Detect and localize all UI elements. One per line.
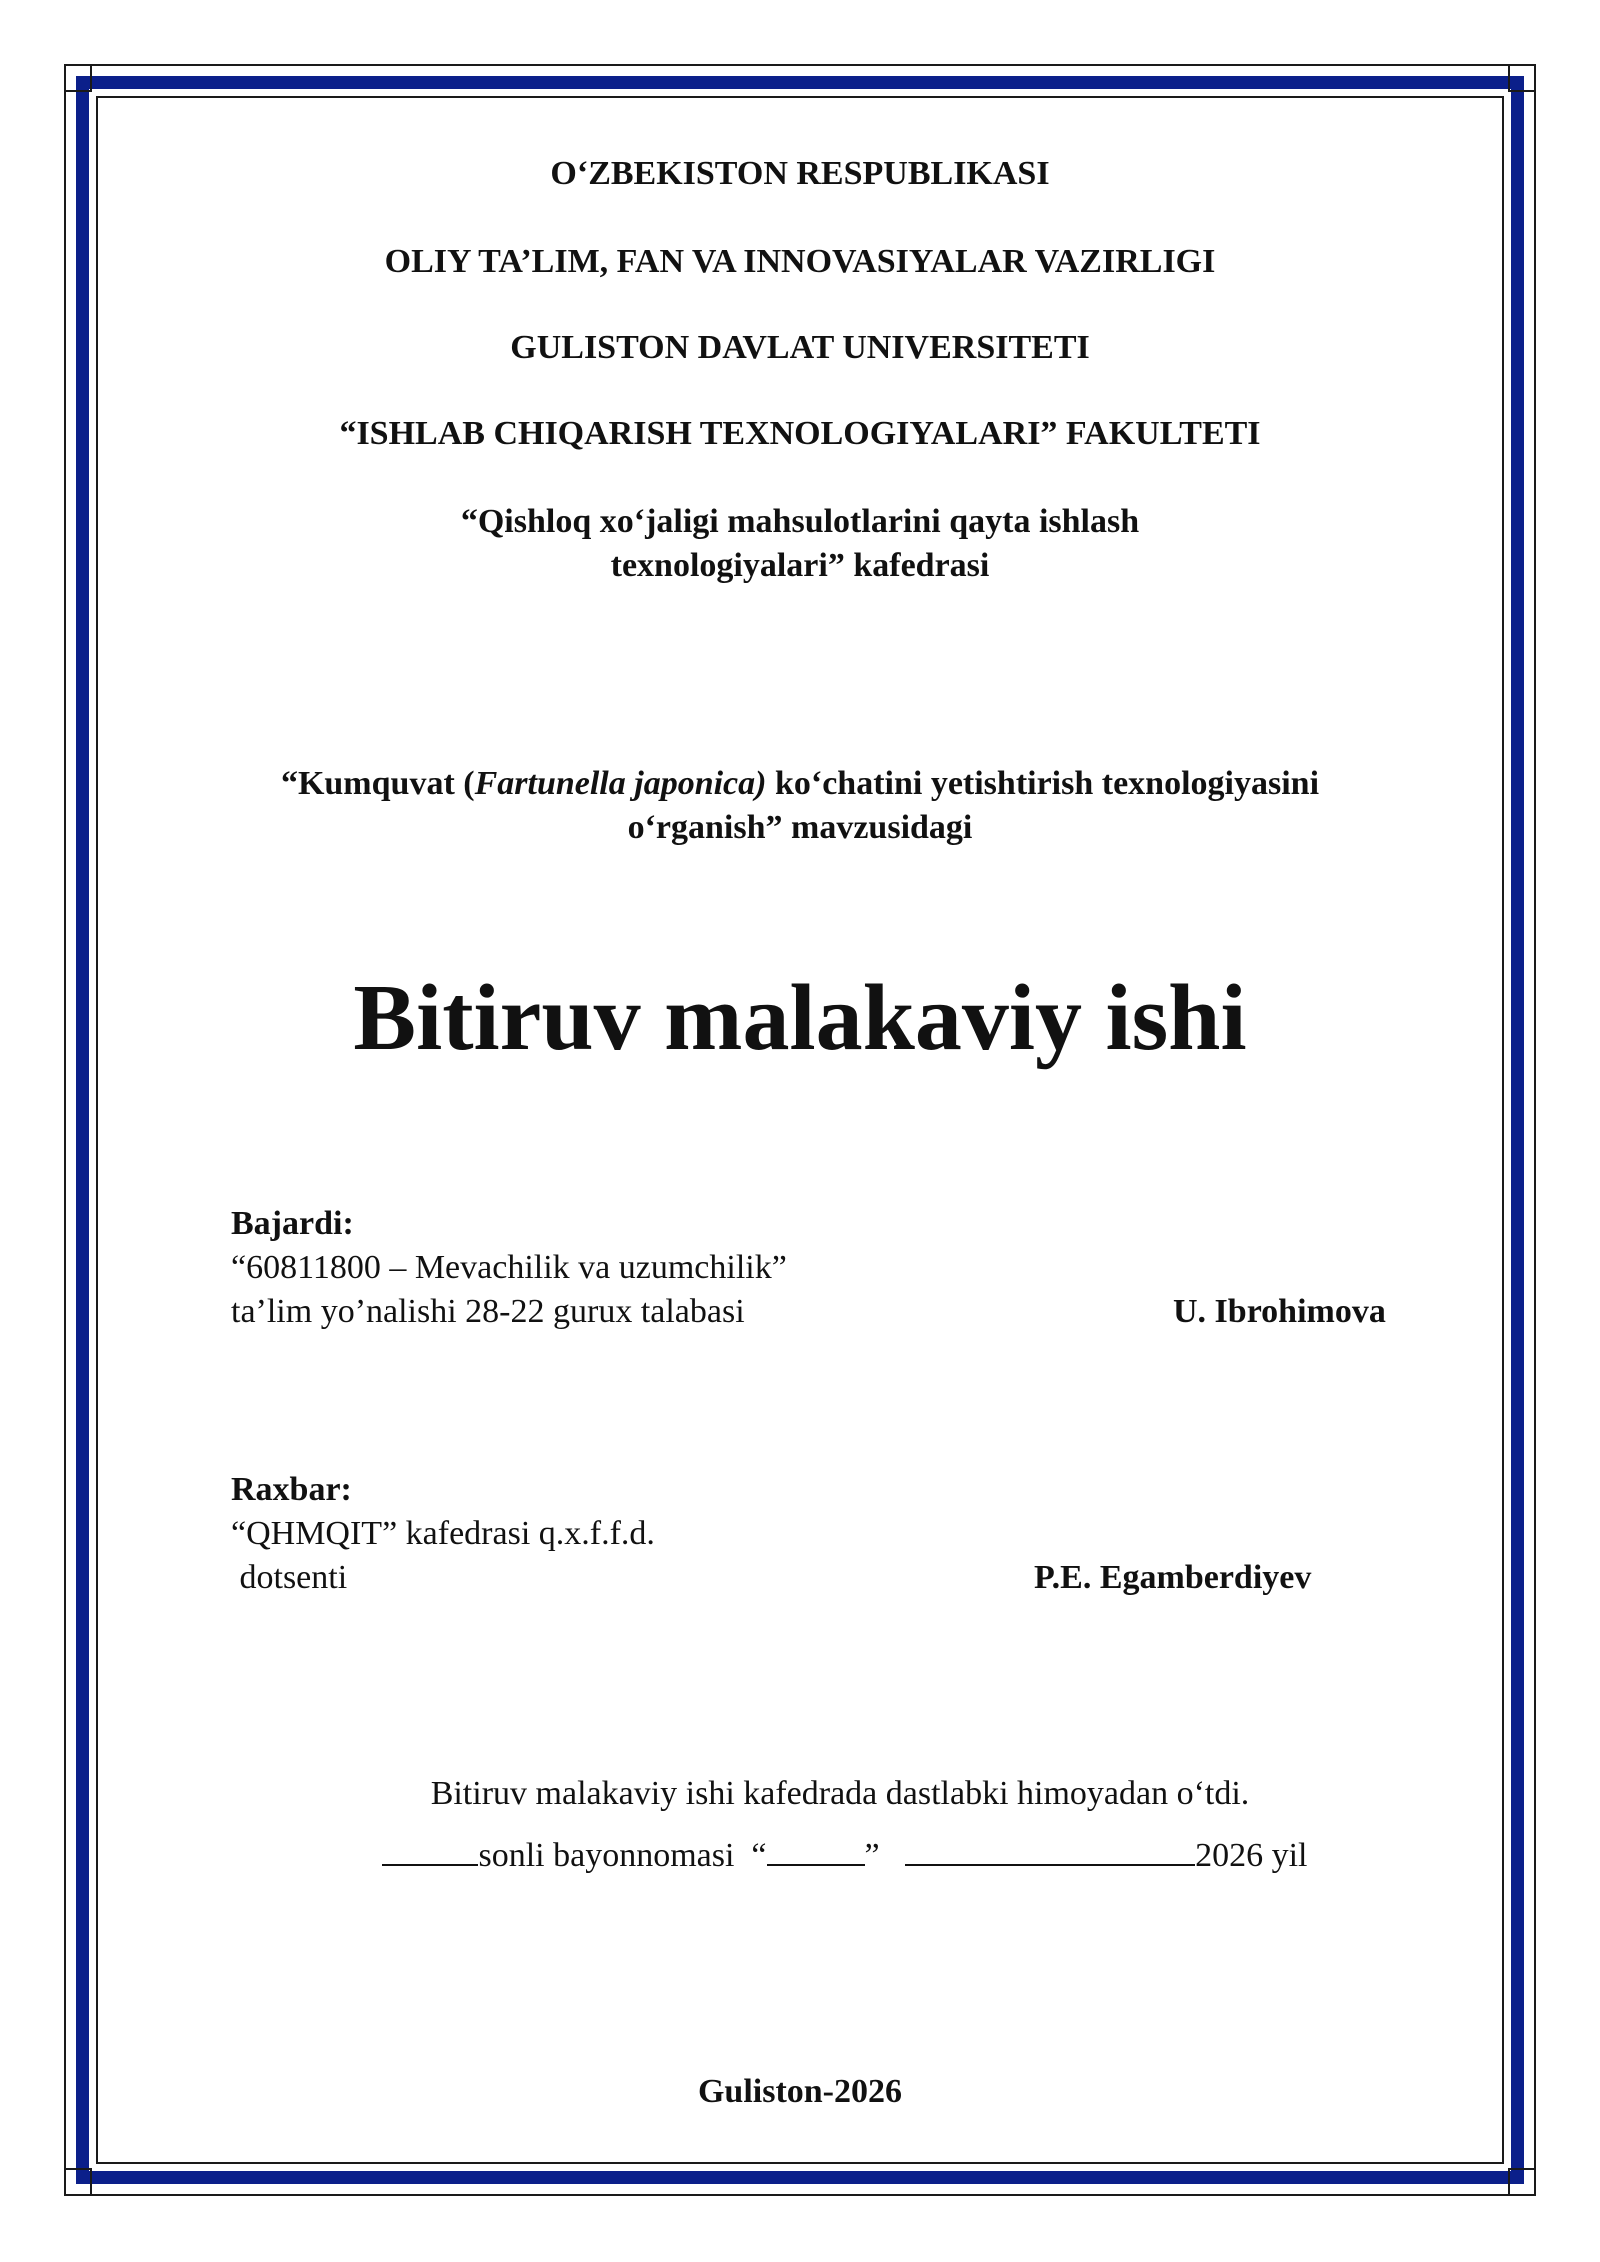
- protocol-year: 2026 yil: [1195, 1837, 1308, 1874]
- performer-specialty: “60811800 – Mevachilik va uzumchilik”: [231, 1249, 787, 1286]
- protocol-month-blank: [905, 1834, 1195, 1866]
- supervisor-label: Raxbar:: [231, 1471, 352, 1508]
- footer-place-year: Guliston-2026: [697, 2073, 903, 2110]
- defense-protocol-line: [45, 1834, 1600, 1878]
- protocol-text: sonli bayonnomasi “: [478, 1837, 767, 1874]
- supervisor-block: [231, 1468, 655, 1600]
- header-ministry: OLIY TA’LIM, FAN VA INNOVASIYALAR VAZIRLIGI: [384, 243, 1216, 280]
- frame-corner-bottom-right: [1508, 2168, 1536, 2196]
- frame-corner-bottom-left: [64, 2168, 92, 2196]
- supervisor-department: “QHMQIT” kafedrasi q.x.f.f.d.: [231, 1515, 655, 1552]
- topic-prefix: “Kumquvat (: [280, 765, 475, 802]
- supervisor-position: dotsenti: [231, 1559, 348, 1596]
- performer-group: ta’lim yo’nalishi 28-22 gurux talabasi: [231, 1293, 745, 1330]
- protocol-number-blank: [382, 1834, 478, 1866]
- header-department-line2: texnologiyalari” kafedrasi: [610, 547, 990, 584]
- performer-label: Bajardi:: [231, 1205, 354, 1242]
- protocol-quote-close: ”: [864, 1837, 880, 1874]
- header-department-line1: “Qishloq xo‘jaligi mahsulotlarini qayta ishlash: [460, 503, 1140, 540]
- supervisor-name: P.E. Egamberdiyev: [1034, 1559, 1312, 1596]
- topic-suffix: ko‘chatini yetishtirish texnologiyasini: [766, 765, 1320, 802]
- topic-line1: [0, 762, 1600, 806]
- protocol-day-blank: [767, 1834, 865, 1866]
- frame-corner-top-right: [1508, 64, 1536, 92]
- header-university: GULISTON DAVLAT UNIVERSITETI: [510, 329, 1090, 366]
- defense-statement: Bitiruv malakaviy ishi kafedrada dastlabki himoyadan o‘tdi.: [430, 1775, 1250, 1812]
- header-faculty: “ISHLAB CHIQARISH TEXNOLOGIYALARI” FAKULTETI: [339, 415, 1261, 452]
- performer-block: [231, 1202, 787, 1334]
- topic-latin-name: Fartunella japonica): [474, 765, 767, 802]
- page-title: Bitiruv malakaviy ishi: [353, 966, 1247, 1070]
- performer-name: U. Ibrohimova: [1173, 1293, 1386, 1330]
- header-republic: O‘ZBEKISTON RESPUBLIKASI: [550, 155, 1050, 192]
- topic-line2: o‘rganish” mavzusidagi: [627, 809, 973, 846]
- frame-corner-top-left: [64, 64, 92, 92]
